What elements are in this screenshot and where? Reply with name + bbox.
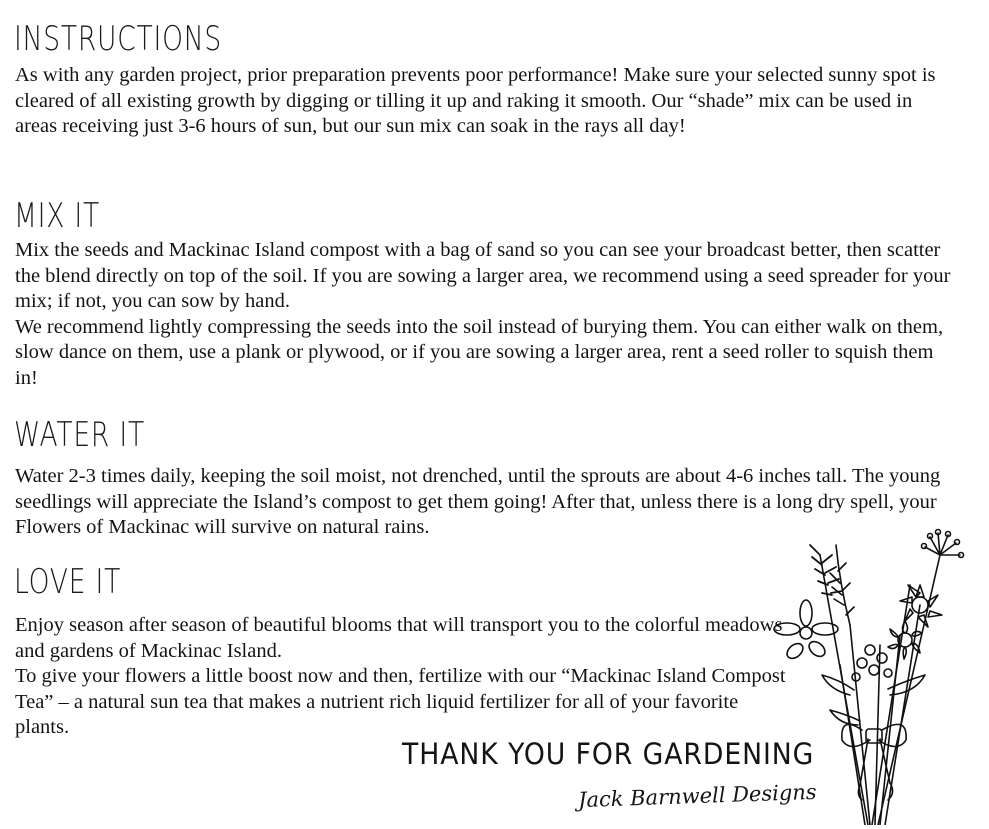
paragraph: As with any garden project, prior preparation prevents poor performance! Make sure your selected sunny spot is cleared of all existing growth by digging or tilling it up and raking it smooth. Our “shade” mix can be used in areas receiving just 3-6 hours of sun, but our sun mix can soak in the rays all day! [15, 64, 936, 137]
heading-water-it: WATER IT [14, 415, 145, 455]
paragraph: Water 2-3 times daily, keeping the soil moist, not drenched, until the sprouts are about 4-6 inches tall. The young seedlings will appreciate the Island’s compost to get them going! After that, unless there is a long dry spell, your Flowers of Mackinac will survive on natural rains. [15, 465, 941, 538]
thank-you-message: THANK YOU FOR GARDENING [402, 737, 815, 771]
signature: Jack Barnwell Designs [577, 779, 817, 813]
instructions-text [15, 63, 955, 140]
paragraph: We recommend lightly compressing the seeds into the soil instead of burying them. You can either walk on them, slow dance on them, use a plank or plywood, or if you are sowing a larger area, rent a seed roller to squish them in! [15, 315, 944, 389]
paragraph: To give your flowers a little boost now and then, fertilize with our “Mackinac Island Compost Tea” – a natural sun tea that makes a nutrient rich liquid fertilizer for all of your favorite plants. [15, 665, 786, 738]
heading-mix-it: MIX IT [14, 196, 101, 236]
paragraph: Mix the seeds and Mackinac Island compost with a bag of sand so you can see your broadcast better, then scatter the blend directly on top of the soil. If you are sowing a larger area, we recommend using a seed spreader for your mix; if not, you can sow by hand. [15, 239, 951, 312]
heading-love-it: LOVE IT [14, 562, 122, 602]
flower-bouquet-icon [770, 525, 980, 825]
heading-instructions: INSTRUCTIONS [14, 19, 222, 59]
paragraph: Enjoy season after season of beautiful blooms that will transport you to the colorful meadows and gardens of Mackinac Island. [15, 614, 783, 662]
mix-it-text [15, 238, 955, 391]
love-it-text [15, 613, 795, 741]
